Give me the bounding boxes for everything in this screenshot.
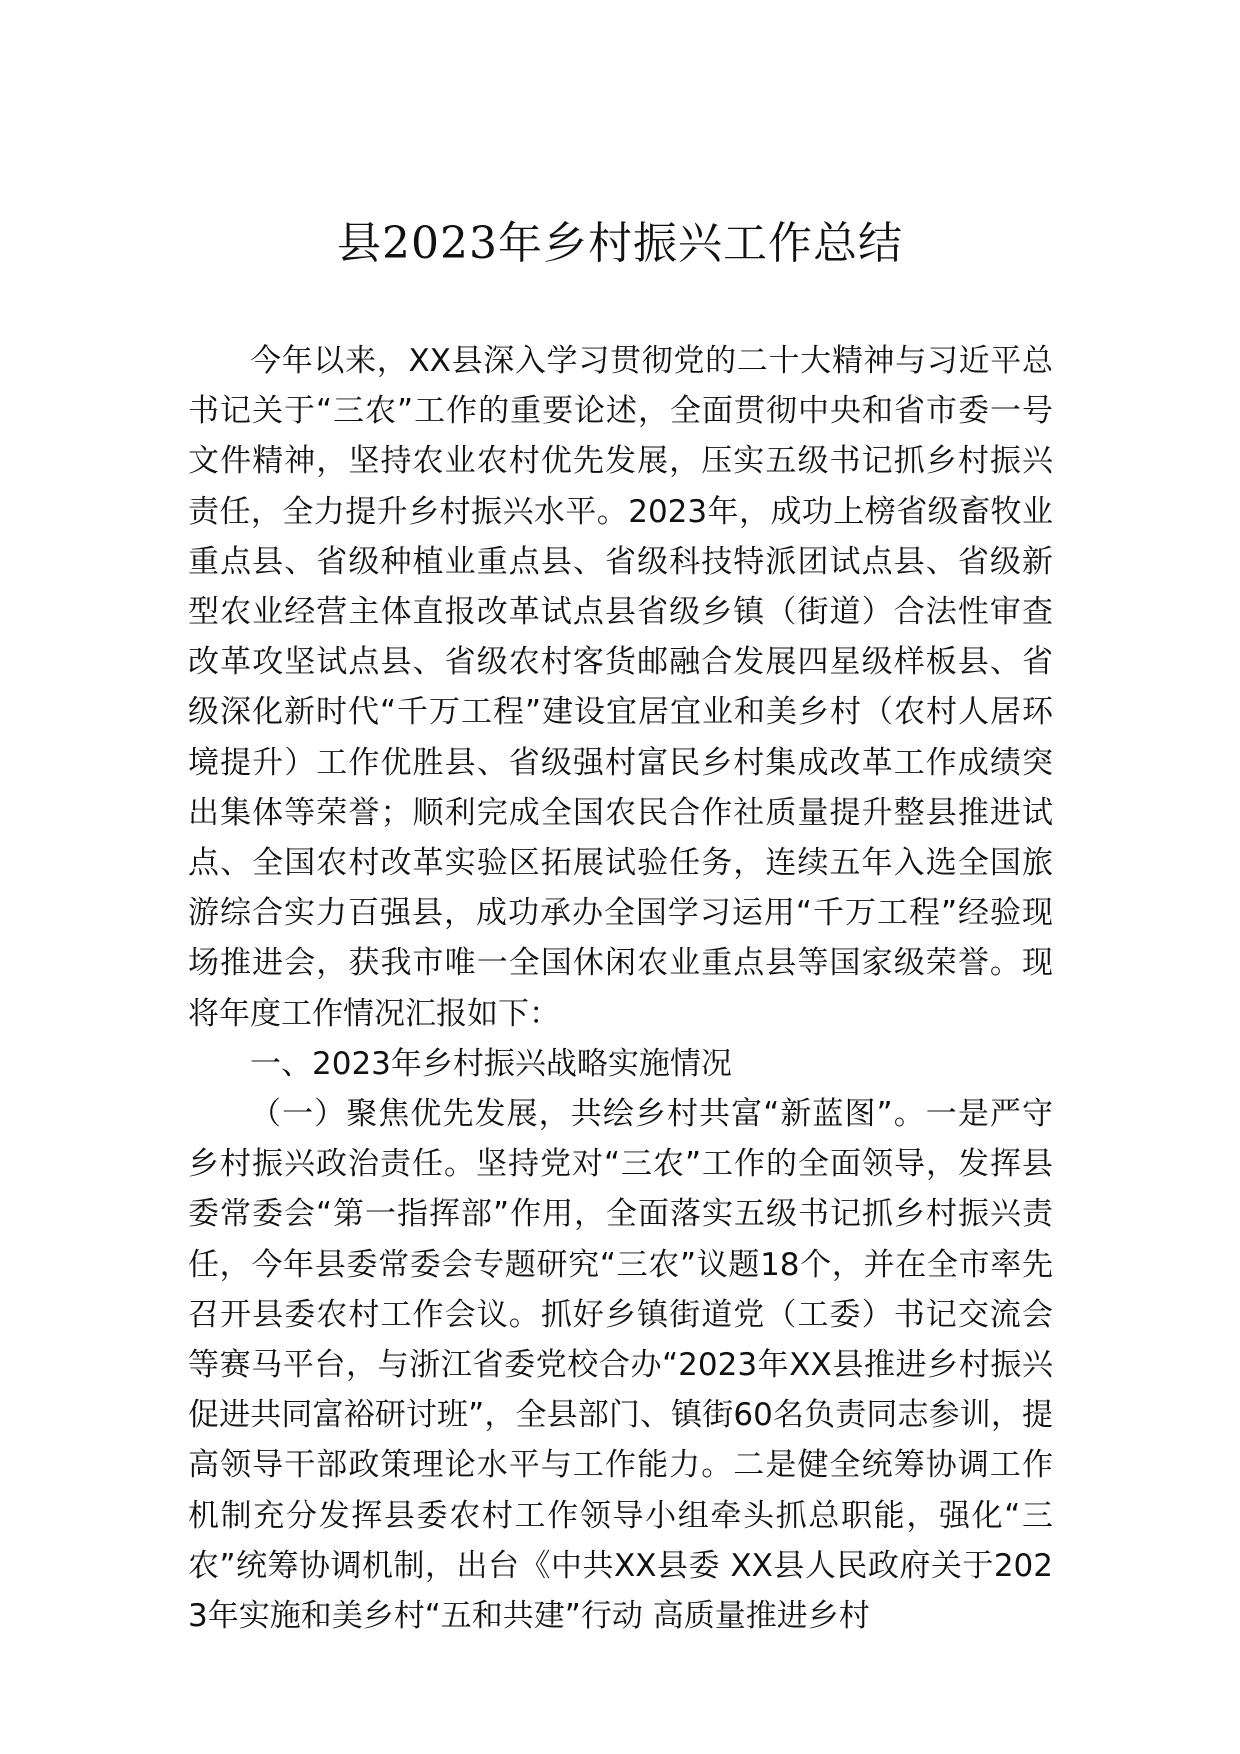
intro-paragraph: 今年以来，XX县深入学习贯彻党的二十大精神与习近平总书记关于“三农”工作的重要论述，全面贯彻中央和省市委一号文件精神，坚持农业农村优先发展，压实五级书记抓乡村振兴责任，全力提升乡村振兴水平。2023年，成功上榜省级畜牧业重点县、省级种植业重点县、省级科技特派团试点县、省级新型农业经营主体直报改革试点县省级乡镇（街道）合法性审查改革攻坚试点县、省级农村客货邮融合发展四星级样板县、省级深化新时代“千万工程”建设宜居宜业和美乡村（农村人居环境提升）工作优胜县、省级强村富民乡村集成改革工作成绩突出集体等荣誉；顺利完成全国农民合作社质量提升整县推进试点、全国农村改革实验区拓展试验任务，连续五年入选全国旅游综合实力百强县，成功承办全国学习运用“千万工程”经验现场推进会，获我市唯一全国休闲农业重点县等国家级荣誉。现将年度工作情况汇报如下： bbox=[188, 343, 1053, 1032]
document-title: 县2023年乡村振兴工作总结 bbox=[337, 218, 903, 269]
document-body bbox=[188, 336, 1053, 1641]
section-paragraph: （一）聚焦优先发展，共绘乡村共富“新蓝图”。一是严守乡村振兴政治责任。坚持党对“三农”工作的全面领导，发挥县委常委会“第一指挥部”作用，全面落实五级书记抓乡村振兴责任，今年县委常委会专题研究“三农”议题18个，并在全市率先召开县委农村工作会议。抓好乡镇街道党（工委）书记交流会等赛马平台，与浙江省委党校合办“2023年XX县推进乡村振兴促进共同富裕研讨班”，全县部门、镇街60名负责同志参训，提高领导干部政策理论水平与工作能力。二是健全统筹协调工作机制充分发挥县委农村工作领导小组牵头抓总职能，强化“三农”统筹协调机制，出台《中共XX县委 XX县人民政府关于2023年实施和美乡村“五和共建”行动 高质量推进乡村 bbox=[188, 1096, 1053, 1635]
section-heading: 一、2023年乡村振兴战略实施情况 bbox=[250, 1045, 732, 1082]
